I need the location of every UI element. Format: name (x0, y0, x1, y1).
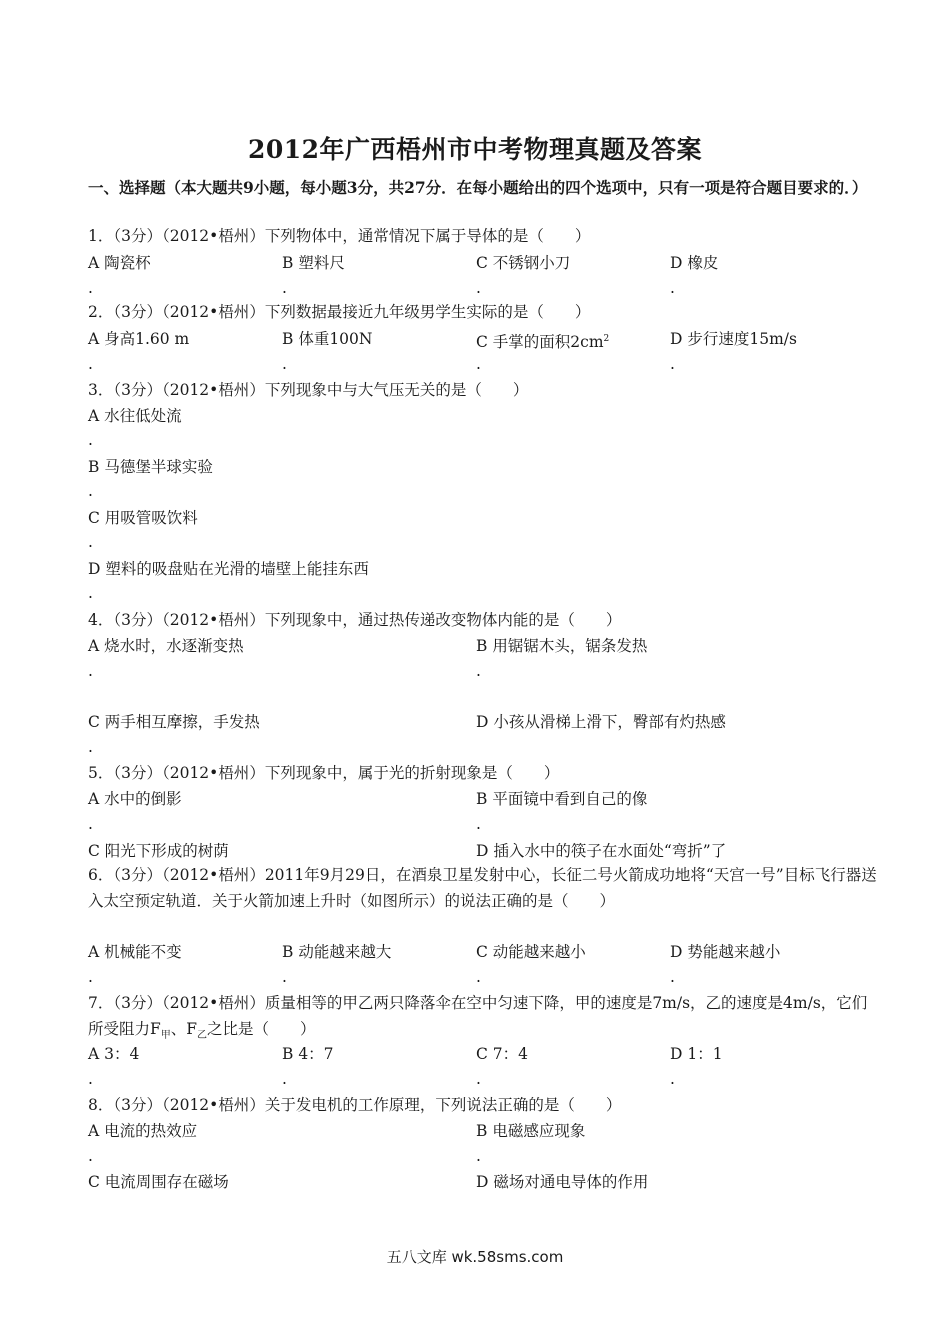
option-dot: . (282, 279, 287, 297)
option-dot: . (282, 1070, 287, 1088)
q4-option-c: C 两手相互摩擦，手发热 (88, 713, 260, 731)
q6-option-a: A 机械能不变 (88, 943, 182, 961)
q7-option-d: D 1：1 (670, 1045, 723, 1063)
option-dot: . (282, 355, 287, 373)
q8-option-d: D 磁场对通电导体的作用 (476, 1173, 649, 1191)
question-6-stem: 6．（3分）（2012•梧州）2011年9月29日，在酒泉卫星发射中心，长征二号火箭成功地将“天宫一号”目标飞行器送入太空预定轨道．关于火箭加速上升时（如图所示）的说法正确的是（ ） (88, 866, 877, 910)
option-dot: . (88, 533, 93, 551)
option-dot: . (670, 1070, 675, 1088)
question-3-stem: 3．（3分）（2012•梧州）下列现象中与大气压无关的是（ ） (88, 381, 529, 399)
q8-option-c: C 电流周围存在磁场 (88, 1173, 229, 1191)
subscript: 乙 (197, 1030, 208, 1042)
option-dot: . (282, 968, 287, 986)
option-dot: . (476, 1147, 481, 1165)
q4-option-d: D 小孩从滑梯上滑下，臀部有灼热感 (476, 713, 726, 731)
option-dot: . (476, 1070, 481, 1088)
q3-option-a: A 水往低处流 (88, 407, 182, 425)
q8-option-a: A 电流的热效应 (88, 1122, 198, 1140)
question-7-stem (88, 990, 878, 1049)
q7-stem-part-2: 、F (170, 1020, 198, 1038)
subscript: 甲 (160, 1030, 171, 1042)
option-dot: . (88, 738, 93, 756)
q7-option-c: C 7：4 (476, 1045, 529, 1063)
q2-option-b: B 体重100N (282, 330, 373, 348)
q4-option-b: B 用锯锯木头，锯条发热 (476, 637, 648, 655)
q1-option-b: B 塑料尺 (282, 254, 345, 272)
question-8-stem: 8．（3分）（2012•梧州）关于发电机的工作原理，下列说法正确的是（ ） (88, 1096, 622, 1114)
q3-option-c: C 用吸管吸饮料 (88, 509, 198, 527)
option-dot: . (88, 815, 93, 833)
option-dot: . (88, 662, 93, 680)
q7-option-a: A 3：4 (88, 1045, 140, 1063)
option-dot: . (476, 355, 481, 373)
q6-option-d: D 势能越来越小 (670, 943, 781, 961)
question-4-stem: 4．（3分）（2012•梧州）下列现象中，通过热传递改变物体内能的是（ ） (88, 611, 622, 629)
option-dot: . (670, 279, 675, 297)
option-dot: . (476, 968, 481, 986)
q8-option-b: B 电磁感应现象 (476, 1122, 586, 1140)
option-dot: . (88, 482, 93, 500)
q5-option-c: C 阳光下形成的树荫 (88, 842, 229, 860)
option-dot: . (476, 815, 481, 833)
q5-option-d: D 插入水中的筷子在水面处“弯折”了 (476, 842, 727, 860)
option-dot: . (88, 968, 93, 986)
option-dot: . (88, 355, 93, 373)
superscript: 2 (603, 334, 610, 344)
q5-option-b: B 平面镜中看到自己的像 (476, 790, 648, 808)
section-heading: 一、选择题（本大题共9小题，每小题3分，共27分．在每小题给出的四个选项中，只有一项是符合题目要求的．） (88, 178, 868, 197)
option-dot: . (476, 662, 481, 680)
option-dot: . (88, 584, 93, 602)
q2-option-a: A 身高1.60 m (88, 330, 190, 348)
option-dot: . (476, 279, 481, 297)
q7-option-b: B 4：7 (282, 1045, 334, 1063)
footer-watermark: 五八文库 wk.58sms.com (386, 1248, 564, 1266)
option-dot: . (88, 279, 93, 297)
q1-option-d: D 橡皮 (670, 254, 719, 272)
option-dot: . (670, 355, 675, 373)
q1-option-a: A 陶瓷杯 (88, 254, 151, 272)
option-dot: . (670, 968, 675, 986)
q2-option-d: D 步行速度15m/s (670, 330, 797, 348)
q3-option-b: B 马德堡半球实验 (88, 458, 213, 476)
option-dot: . (88, 1147, 93, 1165)
question-1-stem: 1．（3分）（2012•梧州）下列物体中，通常情况下属于导体的是（ ） (88, 227, 591, 245)
page-title: 2012年广西梧州市中考物理真题及答案 (247, 135, 703, 164)
q6-option-c: C 动能越来越小 (476, 943, 586, 961)
q7-stem-part-1: 7．（3分）（2012•梧州）质量相等的甲乙两只降落伞在空中匀速下降，甲的速度是7m/s，乙的速度是4m/s，它们所受阻力F (88, 994, 868, 1038)
option-dot: . (88, 431, 93, 449)
q7-stem-part-3: 之比是（ ） (207, 1020, 316, 1038)
q6-option-b: B 动能越来越大 (282, 943, 392, 961)
option-dot: . (88, 1070, 93, 1088)
q2-option-c-text: C 手掌的面积2cm (476, 333, 604, 352)
q4-option-a: A 烧水时，水逐渐变热 (88, 637, 244, 655)
q3-option-d: D 塑料的吸盘贴在光滑的墙壁上能挂东西 (88, 560, 369, 578)
q1-option-c: C 不锈钢小刀 (476, 254, 571, 272)
question-2-stem: 2．（3分）（2012•梧州）下列数据最接近九年级男学生实际的是（ ） (88, 303, 591, 321)
question-5-stem: 5．（3分）（2012•梧州）下列现象中，属于光的折射现象是（ ） (88, 764, 560, 782)
q2-option-c (476, 328, 609, 353)
q5-option-a: A 水中的倒影 (88, 790, 182, 808)
